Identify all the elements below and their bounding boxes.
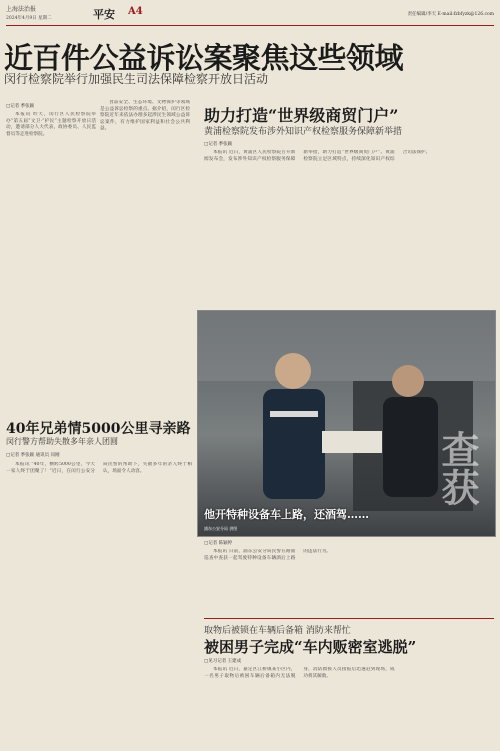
- story2-headline: 助力打造“世界级商贸门户”: [204, 106, 399, 125]
- story5-body: [204, 667, 494, 747]
- section-name: 平安: [93, 8, 115, 21]
- story3-subheadline: 闵行警方帮助失散多年亲人团圆: [6, 437, 118, 446]
- lead-subheadline: 闵行检察院举行加强民生司法保障检察开放日活动: [4, 72, 269, 86]
- story5-kicker: 取物后被锁在车辆后备箱 消防来帮忙: [204, 626, 351, 636]
- lead-column-1: [6, 112, 96, 412]
- lead-byline: □记者 季张颖: [6, 104, 35, 109]
- photo-stamp: 查获: [435, 430, 480, 506]
- story4-byline: □记者 陈颖婷: [204, 541, 233, 546]
- photo-credit: 浦东公安分局 供图: [204, 526, 238, 531]
- page-header: [6, 3, 494, 26]
- story5-paragraph: 本报讯 近日，嘉定区江桥镇某小区内，一名男子取物后被困车辆后备箱内无法脱身，消防救援人员接报后迅速赶到现场，成功将其解救。: [204, 667, 395, 679]
- story2-paragraph: 本报讯 近日，黄浦区人民检察院召开新闻发布会，发布涉外知识产权检察服务保障新举措，助力打造“世界级商贸门户”。黄浦检察院立足区域特点，持续深化知识产权综合司法保护。: [204, 150, 431, 162]
- lead-column-2: [100, 100, 190, 380]
- story3-headline: 40年兄弟情5000公里寻亲路: [6, 421, 191, 437]
- story3-paragraph: 本报讯 “40年，横跨5000公里，今天一家人终于团聚了！”近日，在闵行公安分局民警的帮助下，失散多年的亲人终于相认，场面令人动容。: [6, 462, 192, 474]
- page-number: A4: [128, 6, 143, 17]
- section-divider: [204, 618, 494, 619]
- lead-headline: 近百件公益诉讼案聚焦这些领域: [4, 41, 404, 75]
- news-photo: [197, 310, 496, 537]
- story4-body: [204, 549, 494, 615]
- editor-info: 责任编辑/李天 E-mail:fzbfyzk@126.com: [407, 12, 494, 17]
- issue-date: 2024年4月9日 星期二: [6, 16, 52, 21]
- story4-paragraph: 本报讯 日前，浦东公安分局民警在路面巡查中查获一起驾驶特种设备车辆酒后上路的违法行为。: [204, 549, 331, 561]
- story5-headline: 被困男子完成“车内贩密室逃脱”: [204, 638, 417, 656]
- lead-paragraph-2: 食品安全、生态环境、文物保护等领域是公益诉讼检察的重点。据介绍，闵行区检察院近年来依法办理多起涉民生领域公益诉讼案件，有力维护国家利益和社会公共利益。: [100, 100, 190, 132]
- photo-caption: 他开特种设备车上路，还酒驾……: [204, 508, 369, 521]
- story3-body: [6, 462, 192, 746]
- brand-name: 上海法治报: [6, 6, 37, 13]
- lead-paragraph-1: 本报讯 昨天，闵行区人民检察院举办“第五届”文卫·“护民”主题检察开放日活动，邀请部分人大代表、政协委员、人民监督员等走进检察院。: [6, 112, 96, 137]
- story3-byline: □记者 季张颖 通讯员 闵刚: [6, 453, 60, 458]
- story5-byline: □见习记者 王建成: [204, 659, 242, 664]
- story2-subheadline: 黄浦检察院发布涉外知识产权检察服务保障新举措: [204, 127, 403, 137]
- story2-body: [204, 150, 494, 310]
- story2-byline: □记者 季张颖: [204, 142, 233, 147]
